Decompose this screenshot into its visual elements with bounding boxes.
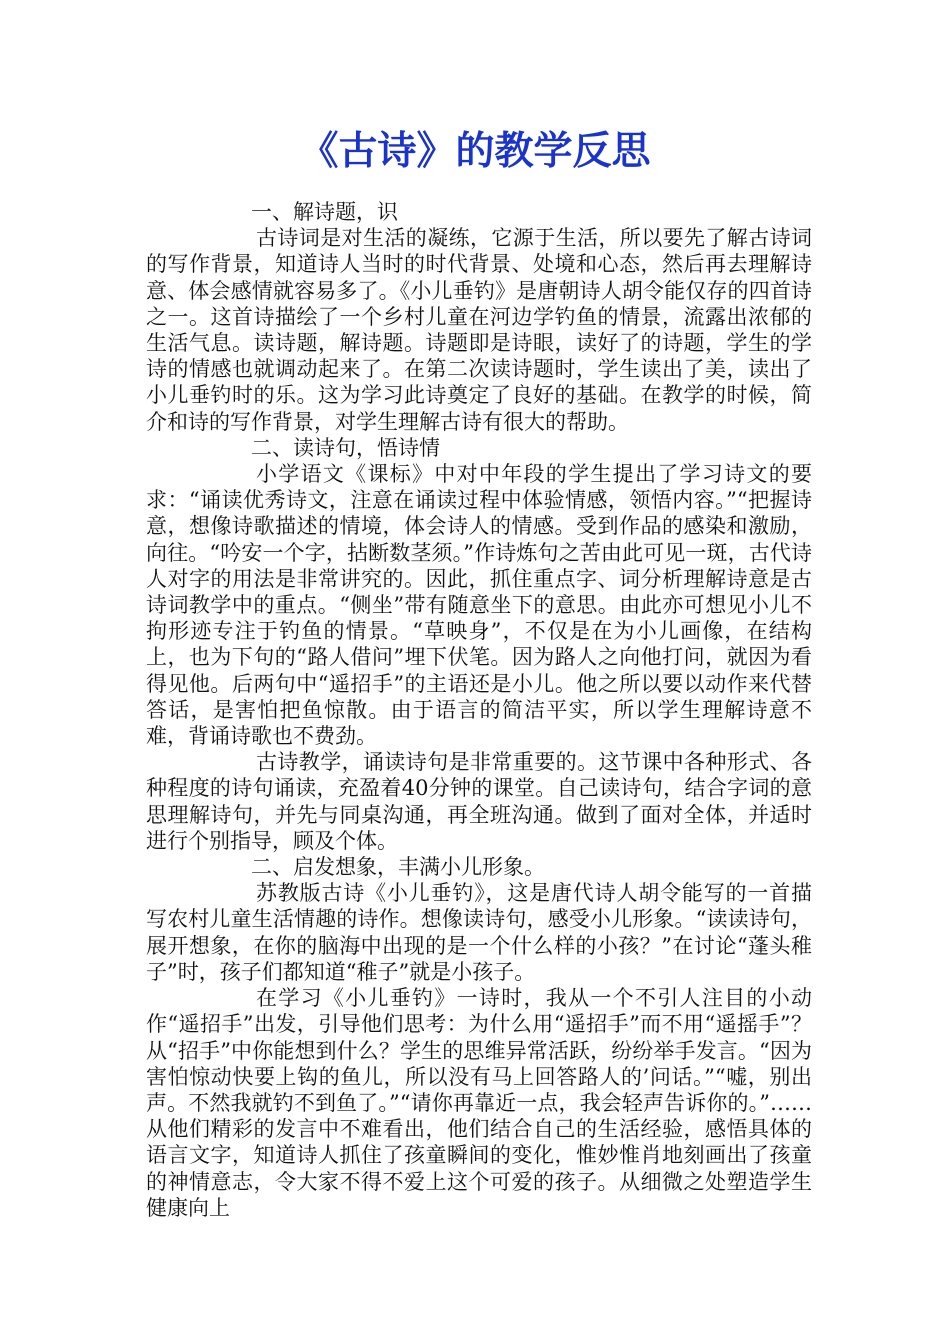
document-body [146, 199, 812, 1221]
document-title: 《古诗》的教学反思 [299, 128, 651, 174]
section-heading-1: 一、解诗题，识 [251, 200, 398, 224]
paragraph-5: 在学习《小儿垂钓》一诗时，我从一个不引人注目的小动作“遥招手”出发，引导他们思考：为什么用“遥招手”而不用“遥摇手”？从“招手”中你能想到什么？学生的思维异常活跃，纷纷举手发言。“因为害怕惊动快要上钩的鱼儿，所以没有马上回答路人的’问话。”“嘘，别出声。不然我就钓不到鱼了。”“请你再靠近一点，我会轻声告诉你的。”……从他们精彩的发言中不难看出，他们结合自己的生活经验，感悟具体的语言文字，知道诗人抓住了孩童瞬间的变化，惟妙惟肖地刻画出了孩童的神情意志，令大家不得不爱上这个可爱的孩子。从细微之处塑造学生健康向上 [146, 986, 812, 1220]
paragraph-2: 小学语文《课标》中对中年段的学生提出了学习诗文的要求：“诵读优秀诗文，注意在诵读过程中体验情感，领悟内容。”“把握诗意，想像诗歌描述的情境，体会诗人的情感。受到作品的感染和激励，向往。“吟安一个字，拈断数茎须。”作诗炼句之苦由此可见一斑，古代诗人对字的用法是非常讲究的。因此，抓住重点字、词分析理解诗意是古诗词教学中的重点。“侧坐”带有随意坐下的意思。由此亦可想见小儿不拘形迹专注于钓鱼的情景。“草映身”，不仅是在为小儿画像，在结构上，也为下句的“路人借问”埋下伏笔。因为路人之向他打问，就因为看得见他。后两句中“遥招手”的主语还是小儿。他之所以要以动作来代替答话，是害怕把鱼惊散。由于语言的简洁平实，所以学生理解诗意不难，背诵诗歌也不费劲。 [146, 462, 812, 749]
section-heading-3: 二、启发想象，丰满小儿形象。 [251, 855, 545, 880]
paragraph-1: 古诗词是对生活的凝练，它源于生活，所以要先了解古诗词的写作背景，知道诗人当时的时代背景、处境和心态，然后再去理解诗意、体会感情就容易多了。《小儿垂钓》是唐朝诗人胡令能仅存的四首诗之一。这首诗描绘了一个乡村儿童在河边学钓鱼的情景，流露出浓郁的生活气息。读诗题，解诗题。诗题即是诗眼，读好了的诗题，学生的学诗的情感也就调动起来了。在第二次读诗题时，学生读出了美，读出了小儿垂钓时的乐。这为学习此诗奠定了良好的基础。在教学的时候，简介和诗的写作背景，对学生理解古诗有很大的帮助。 [146, 226, 812, 434]
paragraph-3: 古诗教学，诵读诗句是非常重要的。这节课中各种形式、各种程度的诗句诵读，充盈着40分钟的课堂。自己读诗句，结合字词的意思理解诗句，并先与同桌沟通，再全班沟通。做到了面对全体，并适时进行个别指导，顾及个体。 [146, 750, 812, 853]
paragraph-4: 苏教版古诗《小儿垂钓》，这是唐代诗人胡令能写的一首描写农村儿童生活情趣的诗作。想像读诗句，感受小儿形象。“读读诗句，展开想象，在你的脑海中出现的是一个什么样的小孩？”在讨论“蓬头稚子”时，孩子们都知道“稚子”就是小孩子。 [146, 881, 812, 984]
section-heading-2: 二、读诗句，悟诗情 [251, 435, 440, 460]
